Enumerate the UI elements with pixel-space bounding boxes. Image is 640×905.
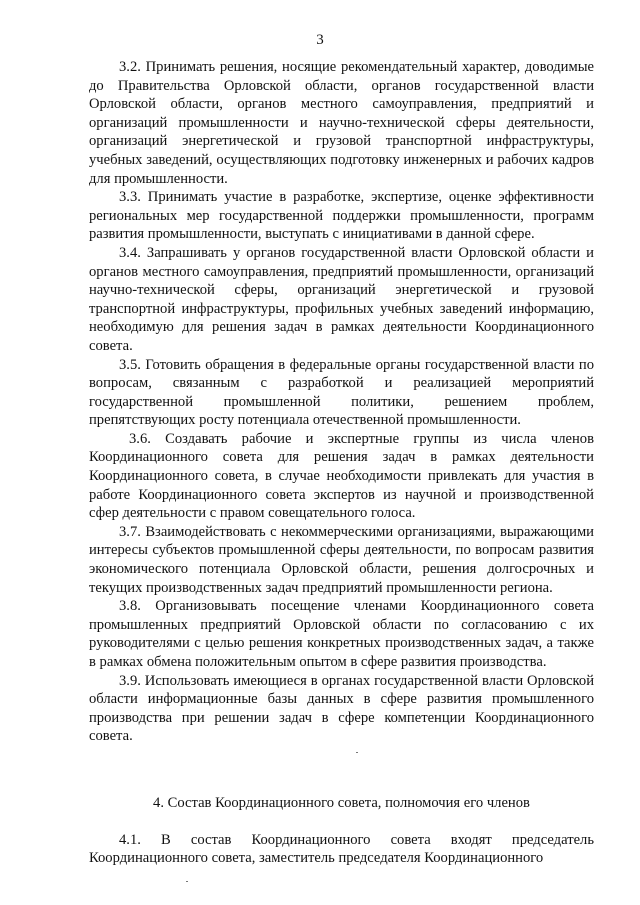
scan-speck: [356, 752, 358, 753]
paragraph-3-3: 3.3. Принимать участие в разработке, экспертизе, оценке эффективности региональных мер государственной поддержки промышленности, программ развития промышленности, выступать с инициативами в данной сфере.: [89, 189, 594, 243]
paragraph-3-9: 3.9. Использовать имеющиеся в органах государственной власти Орловской области информационные базы данных в сфере развития промышленного производства при решении задач в сфере компетенции Координационного совета.: [89, 672, 594, 745]
paragraph-3-2: 3.2. Принимать решения, носящие рекомендательный характер, доводимые до Правительства Орловской области, органов государственной власти Орловской области, органов местного самоуправления, предприятий и организаций промышленности и научно-технической сферы деятельности, организаций энергетической и грузовой транспортной инфраструктуры, учебных заведений, осуществляющих подготовку инженерных и рабочих кадров для промышленности.: [89, 59, 594, 187]
scan-speck: [186, 881, 188, 882]
paragraph-4-1: 4.1. В состав Координационного совета входят председатель Координационного совета, заместитель председателя Координационного: [89, 831, 594, 867]
section-heading: 4. Состав Координационного совета, полномочия его членов: [153, 794, 530, 811]
paragraph-3-5: 3.5. Готовить обращения в федеральные органы государственной власти по вопросам, связанным с разработкой и реализацией мероприятий государственной промышленной политики, решением проблем, препятствующих росту потенциала отечественной промышленности.: [89, 356, 594, 429]
paragraph-3-7: 3.7. Взаимодействовать с некоммерческими организациями, выражающими интересы субъектов промышленной сферы деятельности, по вопросам развития экономического потенциала Орловской области, решения долгосрочных и текущих производственных задач предприятий промышленности региона.: [89, 523, 594, 596]
paragraph-3-6: 3.6. Создавать рабочие и экспертные группы из числа членов Координационного совета для решения задач в рамках деятельности Координационного совета, в случае необходимости привлекать для участия в работе Координационного совета экспертов из научной и производственной сфер деятельности с правом совещательного голоса.: [89, 430, 594, 522]
paragraph-3-4: 3.4. Запрашивать у органов государственной власти Орловской области и органов местного самоуправления, предприятий промышленности, организаций научно-технической сферы, организаций энергетической и грузовой транспортной инфраструктуры, профильных учебных заведений информацию, необходимую для решения задач в рамках деятельности Координационного совета.: [89, 244, 594, 354]
page-number: 3: [316, 32, 324, 48]
document-body: [89, 58, 594, 868]
paragraph-3-8: 3.8. Организовывать посещение членами Координационного совета промышленных предприятий Орловской области по согласованию с их руководителями с целью решения конкретных производственных задач, а также в рамках обмена положительным опытом в сфере развития производства.: [89, 598, 594, 670]
